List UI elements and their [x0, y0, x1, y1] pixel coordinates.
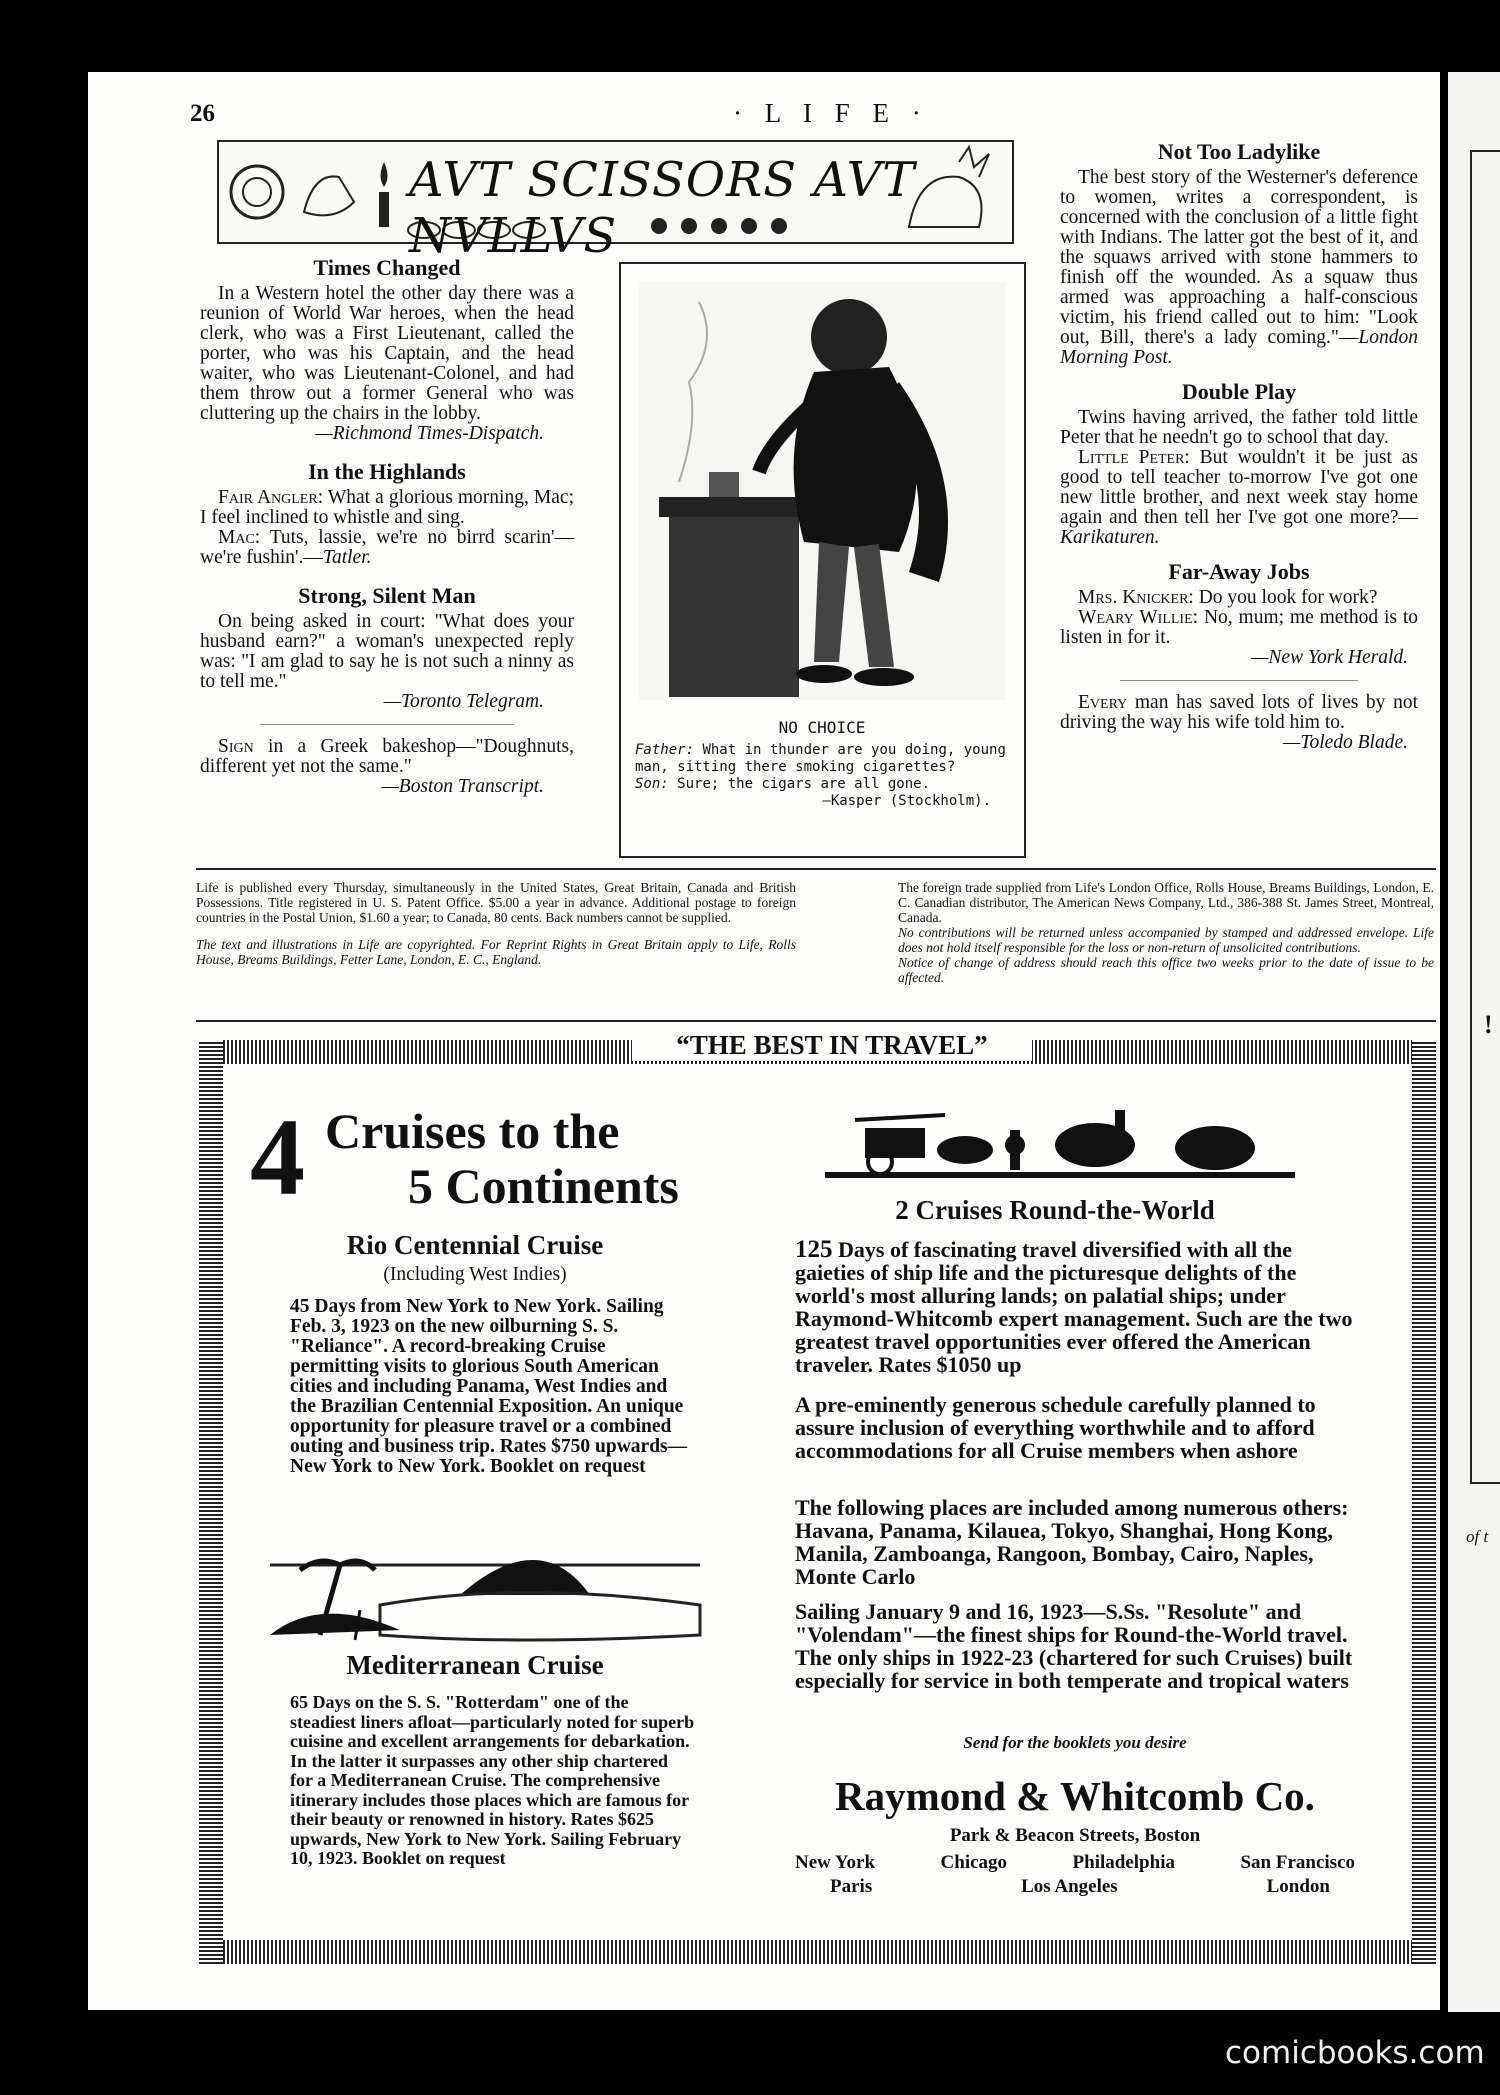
cartoon-credit: —Kasper (Stockholm). [822, 793, 991, 809]
item-text: Sign in a Greek bakeshop—"Doughnuts, different yet not the same." [200, 736, 575, 777]
ad-big-number: 4 [250, 1096, 305, 1218]
caption-line: Son: Sure; the cigars are all gone. [635, 776, 931, 792]
rio-description: 45 Days from New York to New York. Sailing Feb. 3, 1923 on the new oilburning S. S. "Reliance". A record-breaking Cruise permitting visits to glorious South American cities and including Panama, West Indies and the Brazilian Centennial Exposition. An unique opportunity for pleasure travel or a combined outing and business trip. Rates $750 upwards—New York to New York. Booklet on request [290, 1296, 688, 1477]
item-source: —Boston Transcript. [381, 776, 544, 797]
item-dialogue: Mac: Tuts, lassie, we're no birrd scarin'—we're fushin'.—Tatler. [200, 527, 574, 568]
ad-header: “THE BEST IN TRAVEL” [632, 1030, 1032, 1061]
ad-border-right [1412, 1040, 1436, 1964]
med-title: Mediterranean Cruise [346, 1650, 604, 1680]
item-text: The best story of the Westerner's deference to women, writes a correspondent, is concerned with the conclusion of a little fight with Indians. The latter got the best of it, and the squaws arrived with stone hammers to finish off the wounded. As a squaw thus armed was approaching a half-conscious victim, his friend called out to him: "Look out, Bill, there's a lady coming."—London Morning Post. [1060, 167, 1418, 368]
left-column [200, 255, 575, 797]
cartoon-box [619, 262, 1026, 858]
right-column [1060, 139, 1419, 753]
caravan-illustration [825, 1100, 1295, 1180]
item-dialogue: Little Peter: But wouldn't it be just as good to tell teacher to-morrow I've got one new little brother, and next week stay home again and then tell her I've got one more?—Karikaturen. [1060, 447, 1418, 548]
pub-note-right: The foreign trade supplied from Life's London Office, Rolls House, Breams Buildings, London, E. C. Canadian distributor, The American News Company, Ltd., 386-388 St. James Street, Montreal, Canada. No contributions will be returned unless accompanied by stamped and addressed envelope. Life does not hold itself responsible for the loss or non-return of unsolicited contributions. Notice of change of address should reach this office two weeks prior to the date of issue to be affected. [898, 880, 1434, 985]
ad-headline-2: 5 Continents [408, 1158, 679, 1214]
rtw-paragraph-3: The following places are included among numerous others: Havana, Panama, Kilauea, Tokyo, Shanghai, Hong Kong, Manila, Zamboanga, Rangoon, Bombay, Cairo, Naples, Monte Carlo [795, 1495, 1349, 1589]
item-text: Every man has saved lots of lives by not driving the way his wife told him to. [1060, 692, 1418, 733]
cartoon-drawing [639, 282, 1005, 700]
rtw-title: 2 Cruises Round-the-World [895, 1195, 1215, 1225]
rtw-paragraph-1: 125 Days of fascinating travel diversified with all the gaieties of ship life and the picturesque delights of the world's most alluring lands; on palatial ships; under Raymond-Whitcomb expert management. Such are the two greatest travel opportunities ever offered the American traveler. Rates $1050 up [795, 1236, 1353, 1377]
cities-row-1: New York Chicago Philadelphia San Francisco [795, 1852, 1355, 1873]
company-name: Raymond & Whitcomb Co. [835, 1773, 1315, 1819]
item-text: On being asked in court: "What does your husband earn?" a woman's unexpected reply was: "I am glad to say he is not such a ninny as to tell me." [200, 611, 574, 692]
coast-illustration [260, 1525, 720, 1645]
rio-subtitle: (Including West Indies) [383, 1264, 567, 1285]
item-dialogue: Fair Angler: What a glorious morning, Mac; I feel inclined to whistle and sing. [200, 487, 574, 528]
item-dialogue: Mrs. Knicker: Do you look for work? [1078, 587, 1378, 608]
adjacent-page-text: of t [1466, 1527, 1489, 1546]
item-source: —Toledo Blade. [1283, 732, 1408, 753]
column-banner [217, 140, 1014, 264]
divider [260, 724, 514, 725]
rtw-paragraph-4: Sailing January 9 and 16, 1923—S.Ss. "Resolute" and "Volendam"—the finest ships for Round-the-World travel. The only ships in 1922-23 (chartered for such Cruises) built especially for service in both temperate and tropical waters [795, 1599, 1353, 1693]
item-dialogue: Weary Willie: No, mum; me method is to listen in for it. [1060, 607, 1419, 648]
pub-note-left: Life is published every Thursday, simultaneously in the United States, Great Britain, Canada and British Possessions. Title registered in U. S. Patent Office. $5.00 a year in advance. Additional postage to foreign countries in the Postal Union, $1.60 a year; to Canada, 80 cents. Back numbers cannot be supplied. The text and illustrations in Life are copyrighted. For Reprint Rights in Great Britain apply to Life, Rolls House, Breams Buildings, Fetter Lane, London, E. C., England. [196, 880, 796, 967]
cities-row-2: Paris Los Angeles London [830, 1876, 1330, 1897]
item-title: Not Too Ladylike [1157, 139, 1321, 164]
cartoon-title: NO CHOICE [778, 718, 866, 737]
caption-line: Father: What in thunder are you doing, young man, sitting there smoking cigarettes? [635, 742, 1006, 775]
item-source: —New York Herald. [1251, 647, 1408, 668]
masthead: · L I F E · [733, 98, 929, 128]
banner-motto: AVT SCISSORS AVT NVLLVS [409, 152, 916, 264]
rule-bottom [196, 1020, 1436, 1022]
item-source: —Toronto Telegram. [383, 691, 544, 712]
watermark: comicbooks.com [1225, 2035, 1485, 2071]
item-text: In a Western hotel the other day there was a reunion of World War heroes, when the head clerk, who was a First Lieutenant, called the porter, who was his Captain, and the head waiter, who was Lieutenant-Colonel, and had them throw out a former General who was cluttering up the chairs in the lobby. [200, 283, 574, 424]
item-title: In the Highlands [308, 459, 466, 484]
rule-top [196, 868, 1436, 870]
rio-title: Rio Centennial Cruise [346, 1230, 604, 1260]
page-number: 26 [190, 100, 215, 127]
item-title: Times Changed [313, 255, 461, 280]
item-source: —Richmond Times-Dispatch. [315, 423, 544, 444]
item-title: Double Play [1181, 379, 1297, 404]
rtw-paragraph-2: A pre-eminently generous schedule carefully planned to assure inclusion of everything worthwhile and to afford accommodations for all Cruise members when ashore [795, 1392, 1316, 1463]
ad-headline-1: Cruises to the [325, 1103, 620, 1159]
ad-border-left [199, 1040, 223, 1964]
med-description: 65 Days on the S. S. "Rotterdam" one of the steadiest liners afloat—particularly noted for superb cuisine and excellent arrangements for debarkation. In the latter it surpasses any other ship chartered for a Mediterranean Cruise. The comprehensive itinerary includes those places which are famous for their beauty or renowned in history. Rates $625 upwards, New York to New York. Sailing February 10, 1923. Booklet on request [290, 1692, 695, 1868]
booklets-note: Send for the booklets you desire [963, 1733, 1187, 1752]
adjacent-page-frame [1470, 150, 1500, 1484]
item-title: Strong, Silent Man [298, 583, 476, 608]
adjacent-page-mark: ! [1484, 1010, 1493, 1039]
cartoon-image [639, 282, 1005, 700]
divider [1120, 680, 1358, 681]
item-text: Twins having arrived, the father told little Peter that he needn't go to school that day. [1060, 407, 1418, 448]
item-title: Far-Away Jobs [1168, 559, 1310, 584]
ad-border-bottom [199, 1940, 1436, 1964]
company-address: Park & Beacon Streets, Boston [949, 1825, 1201, 1846]
cartoon-caption [635, 719, 1009, 810]
